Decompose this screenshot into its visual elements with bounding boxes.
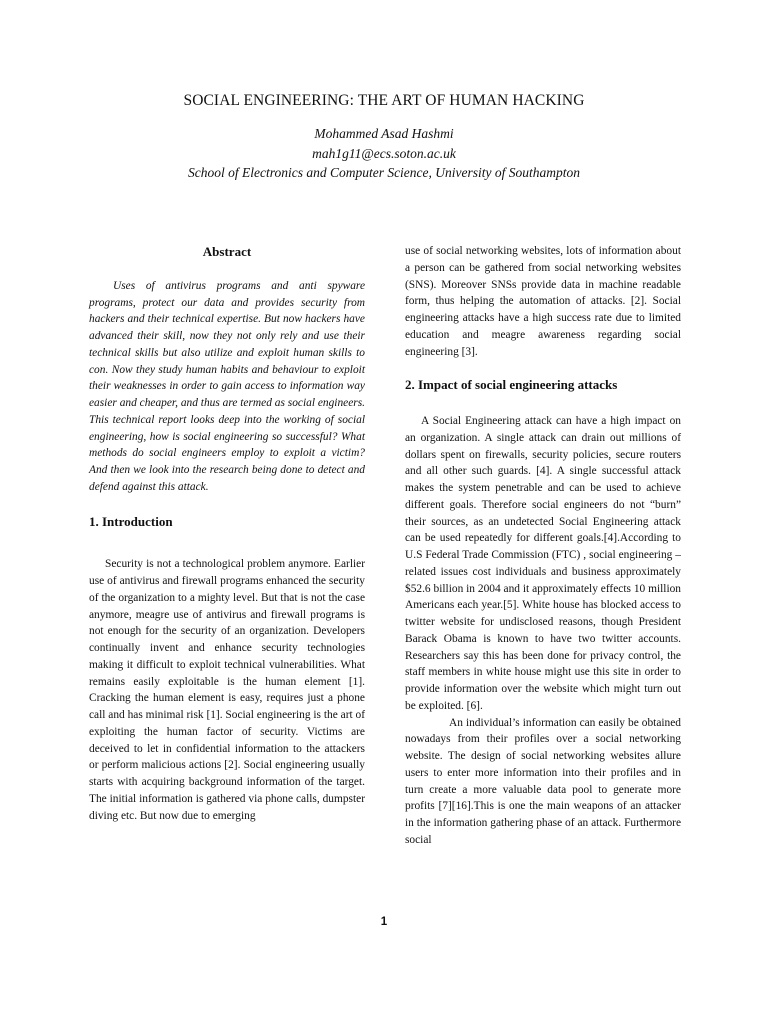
author-name: Mohammed Asad Hashmi — [314, 126, 454, 141]
author-email: mah1g11@ecs.soton.ac.uk — [312, 146, 456, 161]
section1-heading: 1. Introduction — [89, 513, 173, 529]
abstract-body: Uses of antivirus programs and anti spyware programs, protect our data and provides security from hackers and their technical expertise. But now hackers have advanced their skill, now they not only rely and use their technical skills but also utilize and exploit human skills to con. Now they study human habits and behaviour to exploit their weaknesses in order to gain access to information way easier and cheaper, and thus are termed as social engineers. This technical report looks deep into the working of social engineering, how is social engineering so successful? What methods do social engineers employ to exploit a victim? And then we look into the research being done to detect and defend against this attack. — [89, 279, 365, 493]
paper-title: SOCIAL ENGINEERING: THE ART OF HUMAN HACKING — [183, 92, 585, 109]
section2-heading: 2. Impact of social engineering attacks — [405, 377, 618, 393]
abstract-heading: Abstract — [202, 244, 252, 259]
section1-body: Security is not a technological problem anymore. Earlier use of antivirus and firewall programs enhanced the security of the organization to a mighty level. But that is not the case anymore, meagre use of antivirus and firewall programs is not enough for the security of an organization. Developers continually invent and enhance security technologies making it difficult to exploit technical vulnerabilities. What remains easily exploitable is the human element [1]. Cracking the human element is easy, requires just a phone call and has minimal risk [1]. Social engineering is the art of exploiting the human factor of security. Victims are deceived to let in confidential information to the attackers or perform malicious actions [2]. Social engineering usually starts with acquiring background information of the target. The initial information is gathered via phone calls, dumpster diving etc. But now due to emerging — [89, 558, 365, 822]
author-affiliation: School of Electronics and Computer Science, University of Southampton — [187, 165, 581, 180]
section1-continued-body: use of social networking websites, lots of information about a person can be gathered from social networking websites (SNS). Moreover SNSs provide data in machine readable form, thus helping the automation of attacks. [2]. Social engineering attacks have a high success rate due to limited education and meagre awareness regarding social engineering [3]. — [405, 245, 681, 358]
section2-paragraph-1: A Social Engineering attack can have a high impact on an organization. A single attack can drain out millions of dollars spent on firewalls, security policies, secure routers and all other such guards. [4]. A single successful attack makes the system penetrable and can be used to achieve different goals. Therefore social engineers do not “burn” their sources, as an undetected Social Engineering attack can be used repeatedly for different goals.[4].According to U.S Federal Trade Commission (FTC) , social engineering – related issues cost individuals and business approximately $52.6 billion in 2004 and it approximately effects 10 million Americans each year.[5]. White house has blocked access to twitter website for undisclosed reasons, though President Barack Obama is known to have two twitter accounts. Researchers say this has been done for privacy control, the staff members in white house might use this site in order to provide information over the website which might turn out be exploited. [6]. — [405, 415, 681, 712]
section2-paragraph-2: An individual’s information can easily be obtained nowadays from their profiles over a social networking website. The design of social networking websites allure users to enter more information into their profiles and in turn create a more valuable data pool to generate more profits [7][16].This is one the main weapons of an attacker in the information gathering phase of an attack. Furthermore social — [405, 716, 681, 846]
page-number: 1 — [380, 916, 388, 928]
right-column — [405, 243, 681, 849]
left-column — [89, 244, 365, 824]
